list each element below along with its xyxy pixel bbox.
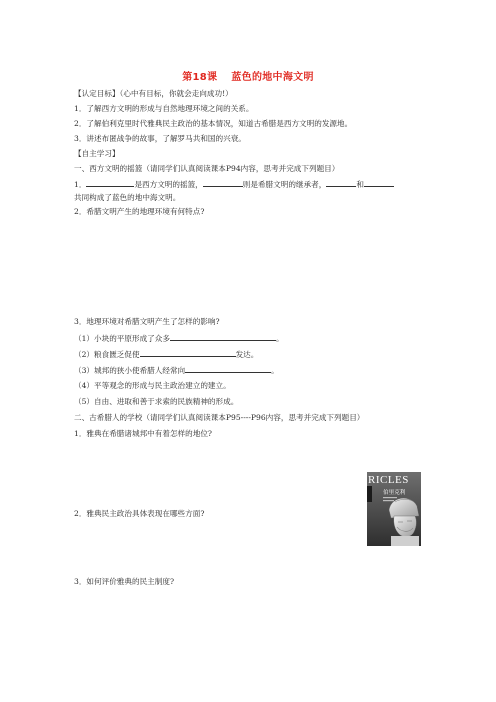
goal-item-2: 2．了解伯利克里时代雅典民主政治的基本情况，知道古希腊是西方文明的发源地。 xyxy=(74,119,353,128)
section-2-question-2: 2．雅典民主政治具体表现在哪些方面? xyxy=(74,509,205,518)
self-study-header: 【自主学习】 xyxy=(74,149,120,158)
lesson-number: 第18课 xyxy=(182,72,218,83)
sub-question-4: （4）平等观念的形成与民主政治建立的建立。 xyxy=(74,381,231,390)
pericles-bust-icon xyxy=(367,472,421,546)
question-2: 2．希腊文明产生的地理环境有何特点? xyxy=(74,207,205,216)
question-1-part-b: 则是希腊文明的继承者， xyxy=(242,180,327,189)
blank-3[interactable] xyxy=(326,178,356,187)
section-2-question-1: 1．雅典在希腊诸城邦中有着怎样的地位? xyxy=(74,429,212,438)
sub-question-2: （2）粮食匮乏促使 发达。 xyxy=(74,350,259,359)
blank-5[interactable] xyxy=(170,332,276,341)
section-1-heading: 一、西方文明的摇篮（请同学们认真阅读课本P94内容，思考并完成下列题目） xyxy=(74,164,340,173)
goals-header: 【认定目标】（心中有目标，你就会走向成功!） xyxy=(74,89,233,98)
page-title xyxy=(0,68,496,83)
question-3: 3．地理环境对希腊文明产生了怎样的影响? xyxy=(74,317,220,326)
blank-4[interactable] xyxy=(364,178,394,187)
goal-item-3: 3．讲述布匿战争的故事，了解罗马共和国的兴衰。 xyxy=(74,134,246,143)
question-1-part-c: 和 xyxy=(356,180,364,189)
question-1-number: 1． xyxy=(74,180,87,189)
sub-question-3: （3）城邦的狭小使希腊人经常向 。 xyxy=(74,366,279,375)
lesson-name: 蓝色的地中海文明 xyxy=(231,72,314,83)
section-2-question-3: 3．如何评价雅典的民主制度? xyxy=(74,577,175,586)
cover-title: RICLES xyxy=(368,474,409,486)
question-1 xyxy=(74,178,394,190)
question-1-part-a: 是西方文明的摇篮， xyxy=(134,180,203,189)
blank-1[interactable] xyxy=(86,178,134,187)
question-1-continuation: 共同构成了蓝色的地中海文明。 xyxy=(74,193,181,202)
blank-6[interactable] xyxy=(140,348,236,357)
sub-question-5: （5）自由、进取和善于求索的民族精神的形成。 xyxy=(74,397,239,406)
blank-7[interactable] xyxy=(185,364,271,373)
blank-2[interactable] xyxy=(203,178,243,187)
section-2-heading: 二、古希腊人的学校（请同学们认真阅读课本P95----P96内容，思考并完成下列题目） xyxy=(74,413,365,422)
cover-chinese-name: 伯里克利 xyxy=(383,490,406,496)
goal-item-1: 1．了解西方文明的形成与自然地理环境之间的关系。 xyxy=(74,104,254,113)
sub-question-1: （1）小块的平原形成了众多 。 xyxy=(74,334,284,343)
pericles-portrait-image xyxy=(367,472,421,546)
